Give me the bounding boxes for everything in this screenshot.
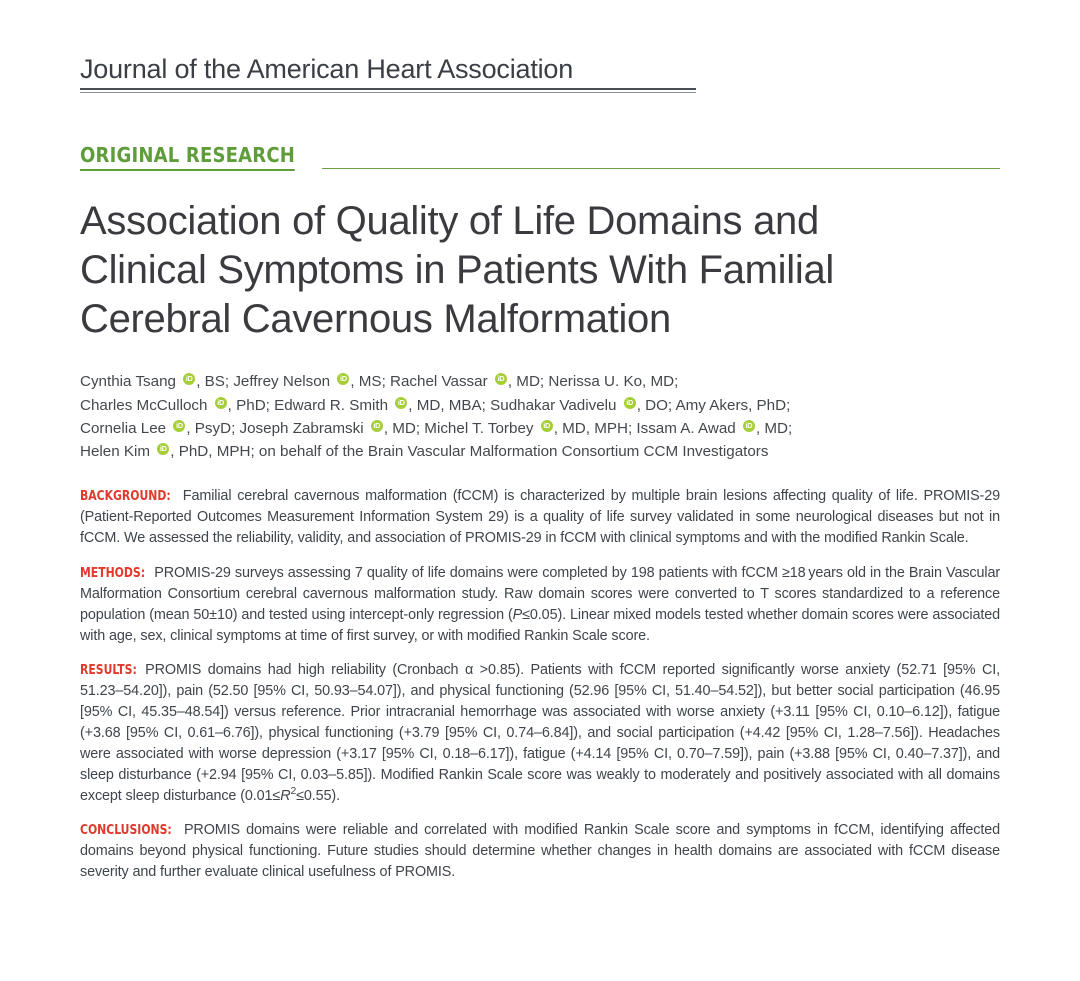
author-name: , BS; Jeffrey Nelson xyxy=(196,373,335,391)
orcid-icon[interactable] xyxy=(337,373,349,385)
author-name: , MS; Rachel Vassar xyxy=(350,373,492,391)
abstract-section-label: CONCLUSIONS: xyxy=(80,823,172,839)
author-name: , MD, MBA; Sudhakar Vadivelu xyxy=(408,396,621,414)
orcid-icon[interactable] xyxy=(395,397,407,409)
abstract-section-text: PROMIS domains had high reliability (Cronbach α >0.85). Patients with fCCM reported significantly worse anxiety (52.71 [95% CI, 51.23–54.20]), pain (52.50 [95% CI, 50.93–54.07]), and physical functioning (52.96 [95% CI, 51.40–54.52]), but better social participation (46.95 [95% CI, 45.35–48.54]) versus reference. Prior intracranial hemorrhage was associated with worse anxiety (+3.11 [95% CI, 0.10–6.12]), fatigue (+3.68 [95% CI, 0.61–6.76]), physical functioning (+3.79 [95% CI, 0.74–6.84]), and social participation (+4.42 [95% CI, 1.28–7.56]). Headaches were associated with worse depression (+3.17 [95% CI, 0.18–6.17]), fatigue (+4.14 [95% CI, 0.70–7.59]), pain (+3.88 [95% CI, 0.40–7.37]), and sleep disturbance (+2.94 [95% CI, 0.03–5.85]). Modified Rankin Scale score was weakly to moderately and positively associated with all domains except sleep disturbance $(0.01\le R^2\le 0.55)$. xyxy=(80,662,1000,804)
abstract-section-text: Familial cerebral cavernous malformation (fCCM) is characterized by multiple brain lesions affecting quality of life. PROMIS-29 (Patient-Reported Outcomes Measurement Information System 29) is a quality of life survey validated in some neurological diseases but not in fCCM. We assessed the reliability, validity, and association of PROMIS-29 in fCCM with clinical symptoms and with the modified Rankin Scale. xyxy=(80,488,1000,547)
orcid-icon[interactable] xyxy=(495,373,507,385)
author-name: , MD, MPH; Issam A. Awad xyxy=(553,419,740,437)
abstract-section-text: PROMIS-29 surveys assessing 7 quality of life domains were completed by 198 patients with fCCM ≥18 years old in the Brain Vascular Malformation Consortium cerebral cavernous malformation study. Raw domain scores were converted to T scores standardized to a reference population (mean 50±10) and tested using intercept-only regression (P≤0.05). Linear mixed models tested whether domain scores were associated with age, sex, clinical symptoms at time of first survey, or with modified Rankin Scale score. xyxy=(80,564,1000,644)
author-name: , PsyD; Joseph Zabramski xyxy=(186,419,368,437)
abstract-section-text: PROMIS domains were reliable and correlated with modified Rankin Scale score and symptoms in fCCM, identifying affected domains beyond physical functioning. Future studies should determine whether changes in health domains are associated with fCCM disease severity and further evaluate clinical usefulness of PROMIS. xyxy=(80,822,1000,881)
abstract-section xyxy=(80,820,1000,883)
title-line: Association of Quality of Life Domains and xyxy=(80,199,819,244)
orcid-icon[interactable] xyxy=(541,420,553,432)
author-name: Helen Kim xyxy=(80,443,155,461)
author-list xyxy=(80,370,1000,463)
orcid-icon[interactable] xyxy=(371,420,383,432)
abstract-section-label: BACKGROUND: xyxy=(80,489,171,505)
journal-title: Journal of the American Heart Association xyxy=(80,54,574,84)
masthead-rule xyxy=(80,88,696,93)
author-name: Cornelia Lee xyxy=(80,419,171,437)
author-name: Cynthia Tsang xyxy=(80,373,181,391)
section-kicker xyxy=(80,143,1000,171)
author-name: , MD; Nerissa U. Ko, MD; xyxy=(507,373,679,391)
orcid-icon[interactable] xyxy=(173,420,185,432)
page-title xyxy=(80,197,1000,343)
orcid-icon[interactable] xyxy=(743,420,755,432)
author-line xyxy=(80,417,1000,440)
kicker-label: ORIGINAL RESEARCH xyxy=(80,143,295,171)
title-line: Clinical Symptoms in Patients With Familial xyxy=(80,248,834,293)
orcid-icon[interactable] xyxy=(157,443,169,455)
orcid-icon[interactable] xyxy=(183,373,195,385)
abstract xyxy=(80,486,1000,883)
abstract-section-label: METHODS: xyxy=(80,565,146,581)
kicker-rule xyxy=(322,168,1000,169)
author-name: , MD; Michel T. Torbey xyxy=(383,419,538,437)
author-line xyxy=(80,370,1000,393)
abstract-section xyxy=(80,563,1000,647)
author-line xyxy=(80,440,1000,463)
abstract-section xyxy=(80,660,1000,807)
author-name: , PhD, MPH; on behalf of the Brain Vascular Malformation Consortium CCM Investigators xyxy=(170,443,769,461)
title-line: Cerebral Cavernous Malformation xyxy=(80,296,671,341)
abstract-section xyxy=(80,486,1000,549)
author-name: , MD; xyxy=(755,419,793,437)
orcid-icon[interactable] xyxy=(215,397,227,409)
author-name: , DO; Amy Akers, PhD; xyxy=(636,396,791,414)
journal-masthead xyxy=(80,0,1000,93)
author-name: Charles McCulloch xyxy=(80,396,212,414)
author-line xyxy=(80,394,1000,417)
abstract-section-label: RESULTS: xyxy=(80,663,137,679)
orcid-icon[interactable] xyxy=(624,397,636,409)
author-name: , PhD; Edward R. Smith xyxy=(227,396,393,414)
